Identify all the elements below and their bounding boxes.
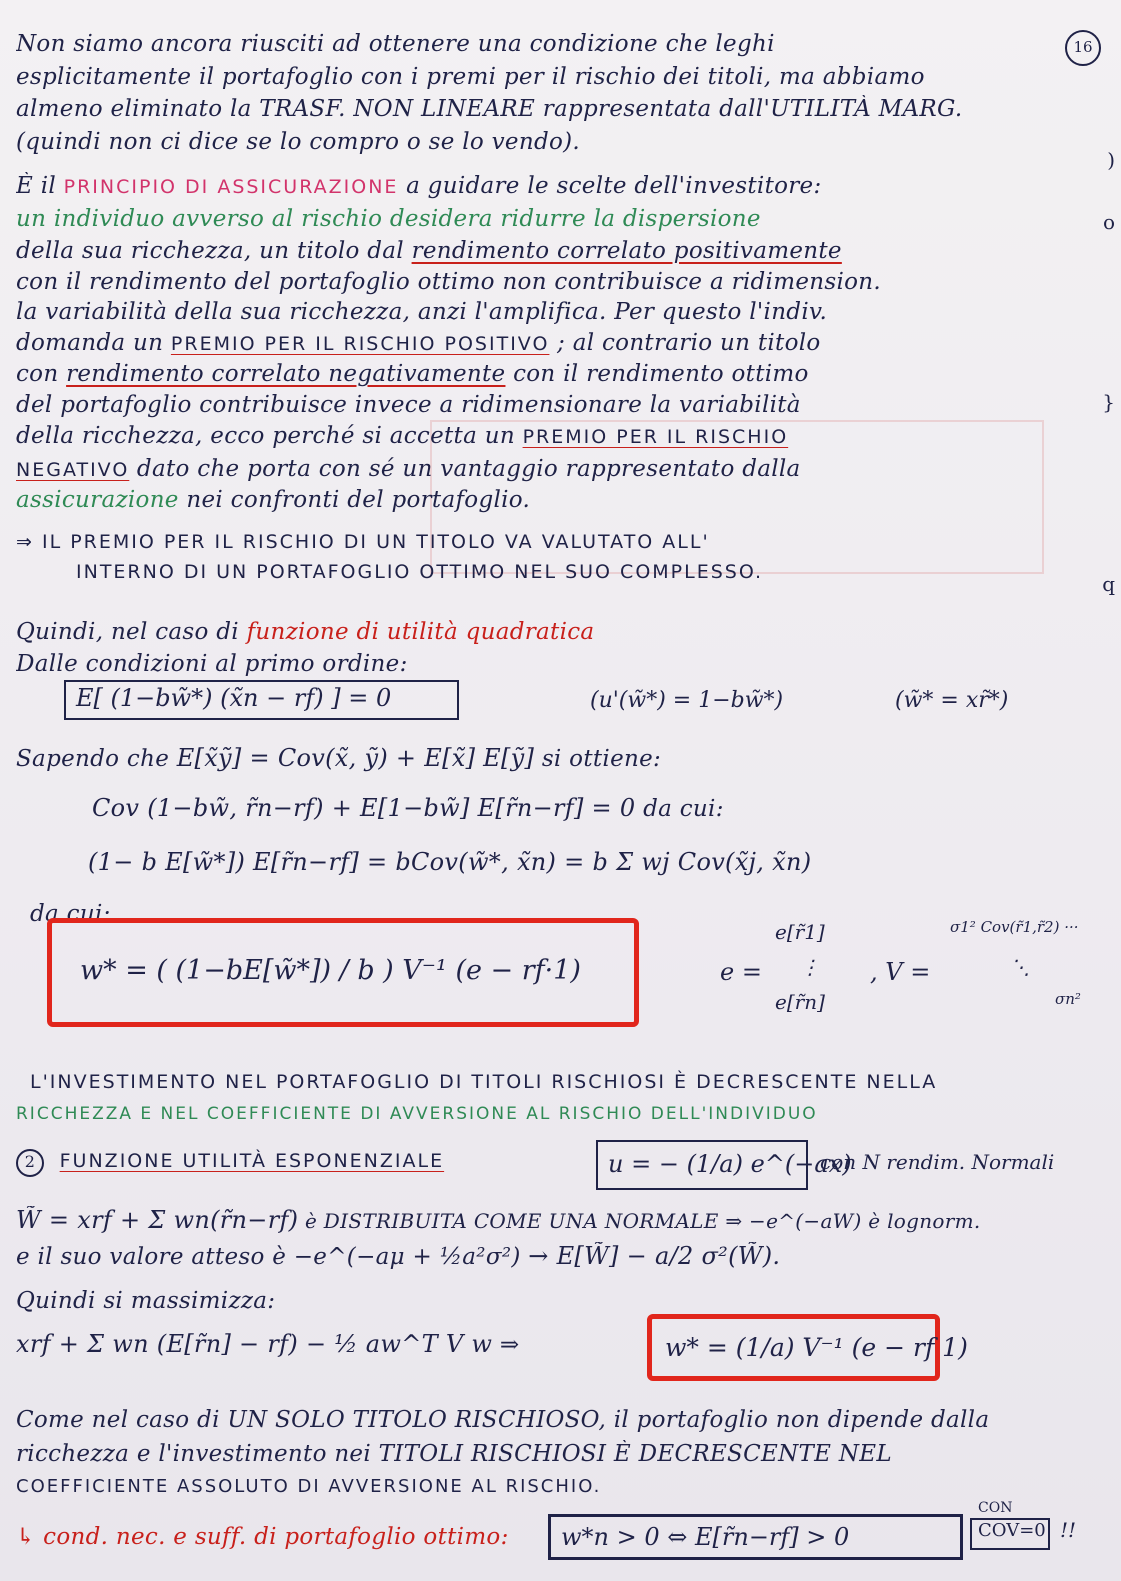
text-segment: di UN SOLO TITOLO RISCHIOSO, il portafoglio non dipende dalla [197,1407,990,1433]
text-segment: ASSOLUTO DI AVVERSIONE AL RISCHIO. [176,1476,602,1497]
optimal-portfolio-exponential: w* = (1/a) V⁻¹ (e − rf 1) [665,1333,968,1362]
conclusion-line-2: INTERNO DI UN PORTAFOGLIO OTTIMO NEL SUO COMPLESSO. [76,561,764,583]
text-segment: con il rendimento ottimo [513,361,809,387]
text-segment: ricchezza [16,1441,130,1467]
text-line-13 [16,422,1091,452]
cov-note-top: CON [978,1500,1013,1516]
covariance-expansion: Cov (1−bw̃, r̃n−rf) + E[1−bw̃] E[r̃n−rf] = 0 [92,794,636,822]
underlined-phrase: PREMIO PER IL RISCHIO POSITIVO [170,333,550,355]
page-number: 16 [1065,30,1101,66]
text-line-10 [16,329,1091,359]
optimal-portfolio-quadratic: w* = ( (1−bE[w̃*]) / b ) V⁻¹ (e − rf·1) [80,955,581,986]
text-segment: e il suo valore atteso è −e^(−aμ + ½a²σ²) [16,1244,521,1270]
text-line-29 [16,1206,1091,1236]
text-line-8: con il rendimento del portafoglio ottimo non contribuisce a ridimension. [16,269,881,295]
text-segment: Quindi, nel caso di [16,619,239,645]
wealth-definition-formula: (w̃* = xr̃*) [895,688,1009,713]
margin-mark-3: } [1102,390,1115,414]
text-line-11 [16,360,1091,389]
underlined-phrase: PREMIO PER IL RISCHIO [522,426,789,448]
text-line-21 [16,744,1091,774]
text-line-35 [16,1472,1091,1501]
text-segment: della sua ricchezza, un titolo dal [16,238,404,264]
text-line-3: almeno eliminato la TRASF. NON LINEARE rappresentata dall'UTILITÀ MARG. [16,96,963,122]
e-vector-bottom: e[r̃n] [775,990,825,1014]
wealth-formula: W̃ = xrf + Σ wn(r̃n−rf) [16,1206,299,1234]
principle-heading: PRINCIPIO DI ASSICURAZIONE [63,176,399,198]
text-segment: e l'investimento nei TITOLI RISCHIOSI È DECRESCENTE NEL [136,1441,892,1467]
v-matrix-label: , V = [870,958,931,986]
text-segment: della ricchezza, ecco perché si accetta un [16,423,515,449]
expectation-formula: → E[W̃] − a/2 σ²(W̃). [528,1242,781,1270]
exponential-utility-box: u = − (1/a) e^(−ax) [596,1140,808,1190]
text-segment: con [16,361,59,387]
section-number: 2 [16,1149,44,1177]
highlight-phrase: funzione di utilità quadratica [246,619,595,645]
covariance-identity: E[x̃ỹ] = Cov(x̃, ỹ) + E[x̃] E[ỹ] [176,744,535,772]
underlined-phrase: rendimento correlato negativamente [66,361,506,387]
section-heading: FUNZIONE UTILITÀ ESPONENZIALE [59,1150,445,1172]
text-line-19: Dalle condizioni al primo ordine: [16,651,408,677]
text-segment: è DISTRIBUITA COME UNA NORMALE ⇒ −e^(−aW) è lognorm. [304,1209,981,1233]
e-vector-label: e = [720,958,762,986]
e-vector-top: e[r̃1] [775,920,825,944]
text-segment: domanda un [16,330,164,356]
optimality-condition-box: w*n > 0 ⇔ E[r̃n−rf] > 0 [548,1514,963,1560]
objective-function: xrf + Σ wn (E[r̃n] − rf) − ½ aw^T V w [16,1330,493,1358]
conclusion-line-1: ⇒ IL PREMIO PER IL RISCHIO DI UN TITOLO VA VALUTATO ALL' [16,531,710,553]
underlined-phrase: rendimento correlato positivamente [411,238,842,264]
text-line-22 [92,794,1091,824]
text-line-23: (1− b E[w̃*]) E[r̃n−rf] = bCov(w̃*, x̃n) = b Σ wj Cov(x̃j, x̃n) [88,848,812,876]
text-line-12: del portafoglio contribuisce invece a ridimensionare la variabilità [16,392,801,418]
text-line-2: esplicitamente il portafoglio con i premi per il rischio dei titoli, ma abbiamo [16,64,925,90]
text-segment: Come nel caso [16,1407,190,1433]
margin-mark-1: ) [1107,148,1115,172]
text-segment: È il [16,173,57,199]
e-vector-dots: ⋮ [800,955,820,979]
cov-note-box: COV=0 [970,1518,1050,1550]
first-order-condition-box: E[ (1−bw̃*) (x̃n − rf) ] = 0 [64,680,459,720]
text-line-15 [16,486,1091,515]
text-line-27: RICCHEZZA E NEL COEFFICIENTE DI AVVERSIONE AL RISCHIO DELL'INDIVIDUO [16,1104,818,1124]
text-line-6: un individuo avverso al rischio desidera ridurre la dispersione [16,206,761,232]
text-segment: dato che porta con sé un vantaggio rappresentato dalla [136,456,801,482]
text-line-7 [16,237,1091,266]
text-line-5 [16,172,1091,202]
v-matrix-top: σ1² Cov(r̃1,r̃2) ··· [950,918,1079,936]
text-line-31: Quindi si massimizza: [16,1288,276,1314]
text-line-9: la variabilità della sua ricchezza, anzi l'amplifica. Per questo l'indiv. [16,299,828,325]
margin-mark-2: o [1102,210,1115,234]
text-line-34 [16,1440,1091,1469]
text-segment: Sapendo che [16,746,170,772]
text-line-4: (quindi non ci dice se lo compro o se lo vendo). [16,129,581,155]
emphasis-marks: !! [1060,1518,1077,1542]
text-line-30 [16,1242,1091,1272]
text-segment: COEFFICIENTE [16,1476,170,1497]
text-line-14 [16,455,1091,485]
v-matrix-bottom: σn² [1055,990,1081,1008]
marginal-utility-formula: (u'(w̃*) = 1−bw̃*) [590,688,784,713]
text-segment: a guidare le scelte dell'investitore: [406,173,822,199]
text-segment: nei confronti del portafoglio. [186,487,531,513]
text-line-33 [16,1406,1091,1435]
v-matrix-dots: ⋱ [1010,955,1030,979]
text-line-26: L'INVESTIMENTO NEL PORTAFOGLIO DI TITOLI RISCHIOSI È DECRESCENTE NELLA [30,1071,938,1093]
implies-arrow: ⇒ [499,1332,520,1358]
text-line-24: da cui: [30,901,111,927]
underlined-phrase: NEGATIVO [16,459,130,481]
text-segment: si ottiene: [541,746,662,772]
text-segment: ; al contrario un titolo [557,330,821,356]
highlight-word: assicurazione [16,487,179,513]
text-segment: da cui: [643,796,724,822]
margin-mark-4: q [1102,572,1115,596]
text-line-18 [16,618,1091,647]
normal-returns-note: con N rendim. Normali [820,1150,1055,1174]
condition-label: ↳ cond. nec. e suff. di portafoglio ottimo: [16,1524,509,1550]
text-line-1: Non siamo ancora riusciti ad ottenere una condizione che leghi [16,31,775,57]
